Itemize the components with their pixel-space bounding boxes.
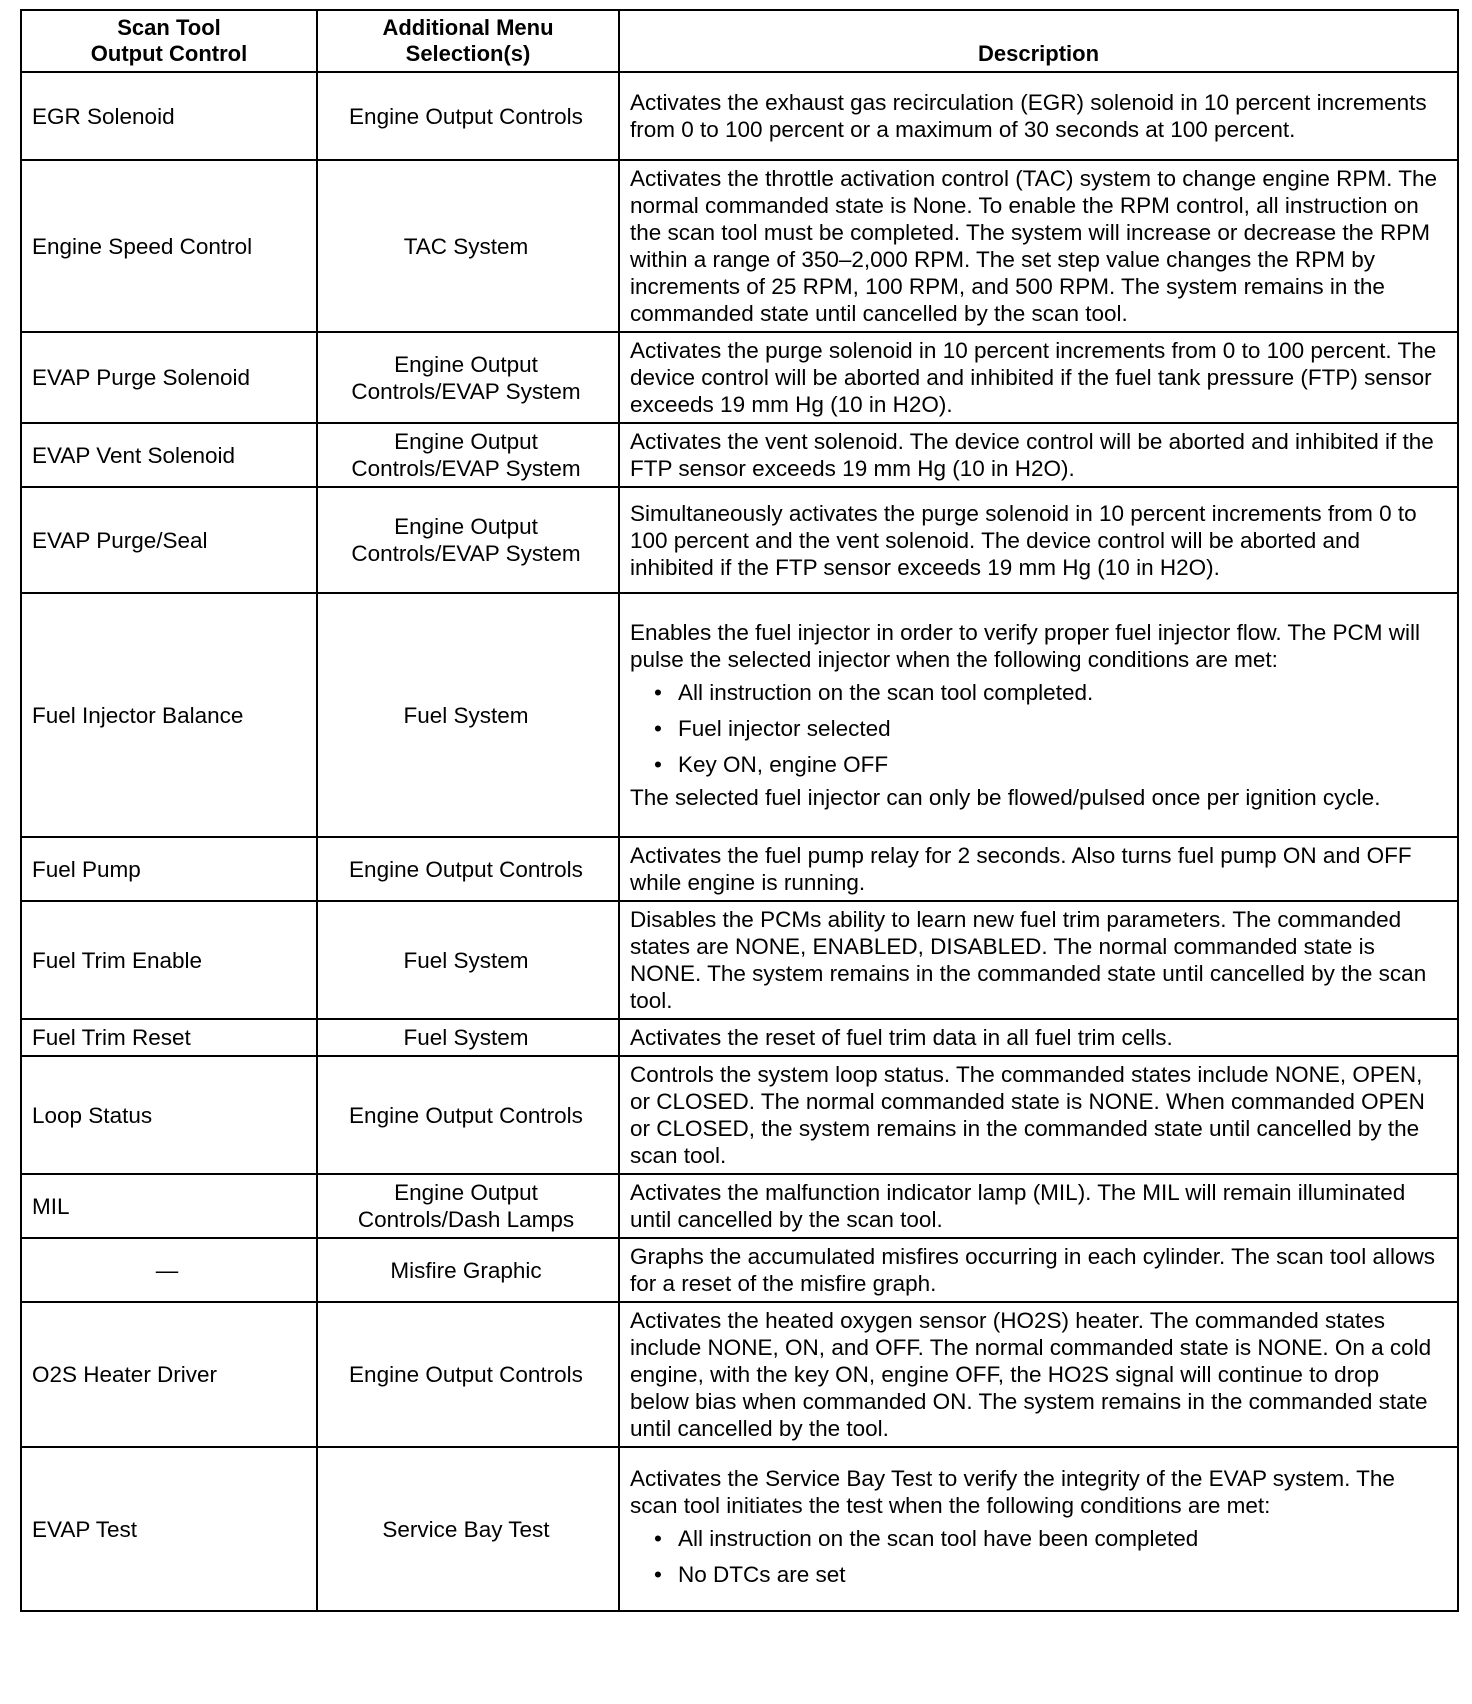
output-control-cell: EVAP Purge Solenoid xyxy=(21,332,317,423)
menu-selection-cell xyxy=(317,593,619,837)
menu-selection-cell xyxy=(317,1174,619,1238)
description-cell xyxy=(619,1302,1458,1447)
output-control-cell: Fuel Pump xyxy=(21,837,317,901)
description-cell xyxy=(619,72,1458,160)
description-text: Activates the vent solenoid. The device control will be aborted and inhibited if the FTP sensor exceeds 19 mm Hg (10 in H2O). xyxy=(630,429,1434,481)
menu-selection-line: Engine Output xyxy=(394,1180,538,1205)
table-row xyxy=(21,1174,1458,1238)
description-cell xyxy=(619,160,1458,332)
description-note: The selected fuel injector can only be flowed/pulsed once per ignition cycle. xyxy=(630,785,1381,810)
condition-list-item: • Key ON, engine OFF xyxy=(654,751,1443,778)
condition-list xyxy=(630,1525,1443,1588)
description-text: Enables the fuel injector in order to verify proper fuel injector flow. The PCM will pulse the selected injector when the following conditions are met: xyxy=(630,620,1420,672)
table-row xyxy=(21,332,1458,423)
menu-selection-line: Engine Output xyxy=(394,514,538,539)
description-text: Activates the exhaust gas recirculation (EGR) solenoid in 10 percent increments from 0 to 100 percent or a maximum of 30 seconds at 100 percent. xyxy=(630,90,1427,142)
menu-selection-cell xyxy=(317,1056,619,1174)
description-cell xyxy=(619,1238,1458,1302)
menu-selection-line: Engine Output Controls xyxy=(349,1362,583,1387)
output-control-cell: MIL xyxy=(21,1174,317,1238)
description-text: Activates the Service Bay Test to verify the integrity of the EVAP system. The scan tool initiates the test when the following conditions are met: xyxy=(630,1465,1395,1518)
menu-selection-line: Engine Output Controls xyxy=(349,1102,583,1128)
description-text: Graphs the accumulated misfires occurring in each cylinder. The scan tool allows for a reset of the misfire graph. xyxy=(630,1244,1435,1296)
table-row xyxy=(21,901,1458,1019)
output-control-cell: Fuel Trim Reset xyxy=(21,1019,317,1056)
condition-list-item: • All instruction on the scan tool completed. xyxy=(654,679,1443,706)
output-control-cell: EGR Solenoid xyxy=(21,72,317,160)
menu-selection-cell xyxy=(317,72,619,160)
table-row xyxy=(21,1019,1458,1056)
description-text: Simultaneously activates the purge solenoid in 10 percent increments from 0 to 100 percent and the vent solenoid. The device control will be aborted and inhibited if the FTP sensor exceeds 19 mm Hg (10 in H2O). xyxy=(630,500,1417,580)
header-additional-menu-selections xyxy=(317,10,619,72)
menu-selection-line: Fuel System xyxy=(403,702,529,728)
table-row xyxy=(21,423,1458,487)
table-row xyxy=(21,487,1458,593)
table-row xyxy=(21,72,1458,160)
menu-selection-cell xyxy=(317,160,619,332)
menu-selection-line: Fuel System xyxy=(403,947,529,973)
output-control-cell: Engine Speed Control xyxy=(21,160,317,332)
output-control-cell: Fuel Injector Balance xyxy=(21,593,317,837)
condition-list-item: • All instruction on the scan tool have been completed xyxy=(654,1525,1443,1552)
table-row xyxy=(21,1302,1458,1447)
table-row xyxy=(21,160,1458,332)
menu-selection-cell xyxy=(317,332,619,423)
description-text: Activates the malfunction indicator lamp (MIL). The MIL will remain illuminated until cancelled by the scan tool. xyxy=(630,1180,1406,1232)
table-row xyxy=(21,837,1458,901)
description-text: Controls the system loop status. The commanded states include NONE, OPEN, or CLOSED. The normal commanded state is NONE. When commanded OPEN or CLOSED, the system remains in the commanded state until cancelled by the scan tool. xyxy=(630,1062,1425,1168)
menu-selection-cell xyxy=(317,1019,619,1056)
scan-tool-output-controls-table xyxy=(20,9,1459,1612)
menu-selection-line: Service Bay Test xyxy=(382,1516,550,1542)
description-cell xyxy=(619,837,1458,901)
menu-selection-line: TAC System xyxy=(403,233,529,259)
description-cell xyxy=(619,593,1458,837)
menu-selection-cell xyxy=(317,1238,619,1302)
header-col2-line2: Selection(s) xyxy=(405,41,531,66)
menu-selection-cell xyxy=(317,1302,619,1447)
menu-selection-line: Controls/EVAP System xyxy=(351,378,581,404)
output-control-cell: Fuel Trim Enable xyxy=(21,901,317,1019)
table-row xyxy=(21,1238,1458,1302)
condition-list xyxy=(630,679,1443,778)
menu-selection-cell xyxy=(317,901,619,1019)
condition-list-item: • No DTCs are set xyxy=(654,1561,1443,1588)
menu-selection-line: Fuel System xyxy=(403,1025,529,1050)
table-row xyxy=(21,1447,1458,1611)
menu-selection-cell xyxy=(317,423,619,487)
description-cell xyxy=(619,901,1458,1019)
menu-selection-line: Misfire Graphic xyxy=(390,1257,542,1283)
menu-selection-cell xyxy=(317,487,619,593)
header-description: Description xyxy=(619,10,1458,72)
table-body xyxy=(21,72,1458,1611)
description-cell xyxy=(619,332,1458,423)
menu-selection-cell xyxy=(317,1447,619,1611)
table-row xyxy=(21,1056,1458,1174)
description-cell xyxy=(619,1056,1458,1174)
description-cell xyxy=(619,487,1458,593)
output-control-cell: Loop Status xyxy=(21,1056,317,1174)
output-control-cell: EVAP Vent Solenoid xyxy=(21,423,317,487)
header-scan-tool-output-control xyxy=(21,10,317,72)
menu-selection-line: Engine Output xyxy=(394,429,538,454)
description-text: Activates the fuel pump relay for 2 seconds. Also turns fuel pump ON and OFF while engine is running. xyxy=(630,843,1412,895)
header-row xyxy=(21,10,1458,72)
description-cell xyxy=(619,1447,1458,1611)
description-text: Activates the throttle activation control (TAC) system to change engine RPM. The normal commanded state is None. To enable the RPM control, all instruction on the scan tool must be completed. The system will increase or decrease the RPM within a range of 350–2,000 RPM. The set step value changes the RPM by increments of 25 RPM, 100 RPM, and 500 RPM. The system remains in the commanded state until cancelled by the scan tool. xyxy=(630,166,1438,326)
header-col1-line1: Scan Tool xyxy=(117,15,221,40)
output-control-cell: — xyxy=(21,1238,317,1302)
header-col2-line1: Additional Menu xyxy=(382,15,554,40)
description-text: Activates the purge solenoid in 10 percent increments from 0 to 100 percent. The device control will be aborted and inhibited if the fuel tank pressure (FTP) sensor exceeds 19 mm Hg (10 in H2O). xyxy=(630,338,1437,417)
description-text: Disables the PCMs ability to learn new fuel trim parameters. The commanded states are NONE, ENABLED, DISABLED. The normal commanded state is NONE. The system remains in the commanded state until cancelled by the scan tool. xyxy=(630,907,1427,1013)
description-cell xyxy=(619,1019,1458,1056)
header-col1-line2: Output Control xyxy=(90,41,248,66)
description-text: Activates the reset of fuel trim data in all fuel trim cells. xyxy=(630,1025,1173,1050)
menu-selection-cell xyxy=(317,837,619,901)
menu-selection-line: Controls/EVAP System xyxy=(351,456,581,481)
table-row xyxy=(21,593,1458,837)
output-control-cell: EVAP Test xyxy=(21,1447,317,1611)
description-text: Activates the heated oxygen sensor (HO2S) heater. The commanded states include NONE, ON, and OFF. The normal commanded state is NONE. On a cold engine, with the key ON, engine OFF, the HO2S signal will continue to drop below bias when commanded ON. The system remains in the commanded state until cancelled by the tool. xyxy=(630,1308,1432,1441)
menu-selection-line: Engine Output Controls xyxy=(349,856,583,882)
output-control-cell: EVAP Purge/Seal xyxy=(21,487,317,593)
menu-selection-line: Engine Output xyxy=(394,351,538,377)
menu-selection-line: Controls/EVAP System xyxy=(351,541,581,566)
output-control-cell: O2S Heater Driver xyxy=(21,1302,317,1447)
description-cell xyxy=(619,423,1458,487)
menu-selection-line: Engine Output Controls xyxy=(349,103,583,129)
description-cell xyxy=(619,1174,1458,1238)
menu-selection-line: Controls/Dash Lamps xyxy=(357,1207,575,1232)
condition-list-item: • Fuel injector selected xyxy=(654,715,1443,742)
